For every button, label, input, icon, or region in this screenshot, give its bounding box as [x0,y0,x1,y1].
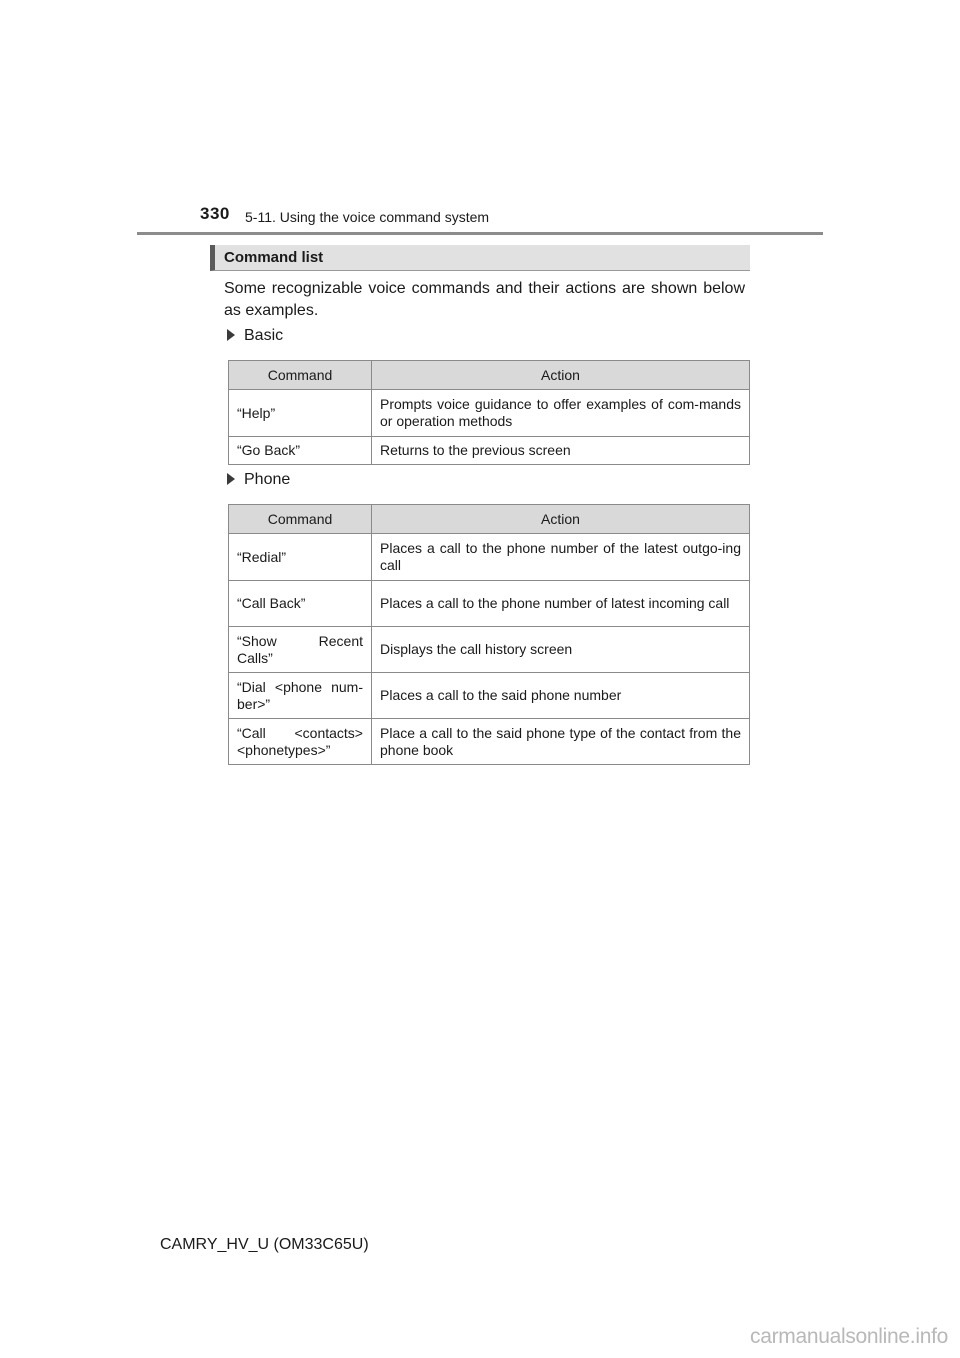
command-cell: “Go Back” [229,437,372,465]
command-cell: “Dial <phone num-ber>” [229,673,372,719]
subhead-phone-label: Phone [244,471,291,488]
table-header-row [229,505,750,534]
command-cell: “Help” [229,390,372,437]
column-header-command: Command [229,361,372,390]
column-header-command: Command [229,505,372,534]
chapter-title: 5-11. Using the voice command system [245,209,490,225]
page-number: 330 [200,204,230,223]
header-rule [137,232,823,235]
table-header-row [229,361,750,390]
phone-command-table [228,504,750,765]
command-cell: “Redial” [229,534,372,581]
table-row [229,673,750,719]
subhead-phone [224,471,290,489]
intro-paragraph: Some recognizable voice commands and their actions are shown below as examples. [224,280,745,319]
action-cell: Displays the call history screen [372,627,750,673]
command-cell: “Call Back” [229,581,372,627]
table-row [229,627,750,673]
table-row [229,437,750,465]
table-row [229,581,750,627]
table-row [229,719,750,765]
subhead-basic [224,327,283,345]
action-cell: Place a call to the said phone type of the contact from the phone book [372,719,750,765]
section-heading: Command list [210,245,750,271]
action-cell: Returns to the previous screen [372,437,750,465]
table-row [229,534,750,581]
subhead-basic-label: Basic [244,327,284,344]
column-header-action: Action [372,361,750,390]
triangle-bullet-icon [227,329,235,341]
table-row [229,390,750,437]
triangle-bullet-icon [227,473,235,485]
watermark: carmanualsonline.info [750,1325,948,1348]
action-cell: Places a call to the phone number of latest incoming call [372,581,750,627]
action-cell: Places a call to the said phone number [372,673,750,719]
command-cell: “Call <contacts> <phonetypes>” [229,719,372,765]
command-cell: “Show Recent Calls” [229,627,372,673]
action-cell: Prompts voice guidance to offer examples of com-mands or operation methods [372,390,750,437]
action-cell: Places a call to the phone number of the latest outgo-ing call [372,534,750,581]
basic-command-table [228,360,750,465]
column-header-action: Action [372,505,750,534]
footer-model-code: CAMRY_HV_U (OM33C65U) [160,1236,369,1253]
